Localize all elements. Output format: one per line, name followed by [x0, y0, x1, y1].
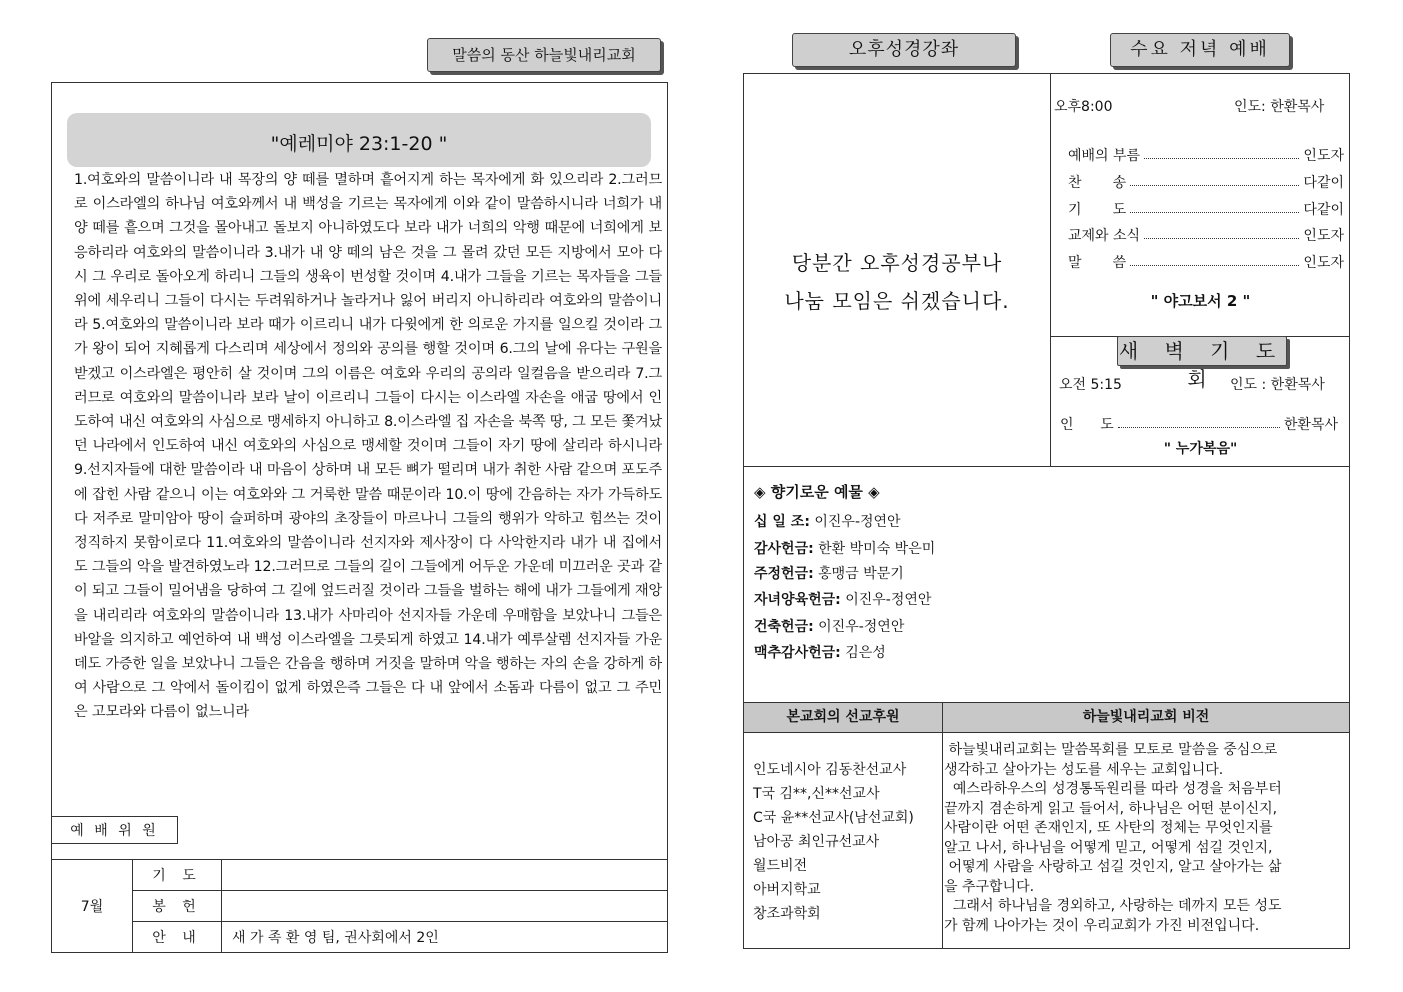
order-item	[1068, 252, 1344, 272]
dot-leader	[1144, 158, 1299, 159]
offering-names: 한환 박미숙 박은미	[813, 541, 936, 557]
offering-item	[754, 589, 931, 609]
offering-item	[754, 538, 935, 558]
order-item	[1068, 145, 1344, 165]
order-who: 다같이	[1303, 175, 1344, 191]
wednesday-time: 오후8:00	[1054, 99, 1113, 115]
vision-line: 하늘빛내리교회는 말씀목회를 모토로 말씀을 중심으로	[944, 742, 1278, 758]
order-label: 말 씀	[1068, 255, 1127, 271]
dot-leader	[1118, 427, 1280, 428]
offering-item	[754, 642, 886, 662]
vision-line: 생각하고 살아가는 성도를 세우는 교회입니다.	[944, 761, 1224, 778]
duty-role: 기 도	[133, 860, 222, 891]
worship-committee-label: 예 배 위 원	[51, 816, 178, 844]
dot-leader	[1130, 265, 1299, 266]
list-item: 남아공 최인규선교사	[753, 834, 880, 850]
dawn-time: 오전 5:15	[1059, 377, 1122, 393]
church-vision-text	[944, 741, 1346, 936]
dawn-leader: 인도 : 한환목사	[1230, 377, 1325, 393]
divider	[942, 733, 943, 949]
list-item: 월드비전	[753, 858, 808, 874]
vision-line: 예스라하우스의 성경통독원리를 따라 성경을 처음부터	[944, 781, 1282, 797]
duty-role: 봉 헌	[133, 891, 222, 922]
table-row	[52, 891, 668, 922]
duty-month: 7월	[52, 860, 133, 953]
duty-role: 안 내	[133, 922, 222, 953]
order-item	[1068, 172, 1344, 192]
offering-names: 이진우-정연안	[813, 619, 905, 635]
mission-list	[753, 758, 914, 926]
offering-label: 감사헌금:	[754, 541, 814, 557]
offering-names: 이진우-정연안	[840, 592, 932, 608]
dawn-prayer-title: 새 벽 기 도 회	[1117, 336, 1287, 366]
order-item	[1068, 225, 1344, 245]
offering-names: 김은성	[840, 645, 886, 661]
dot-leader	[1130, 185, 1299, 186]
wednesday-sermon-title: " 야고보서 2 "	[1150, 292, 1251, 310]
offering-item	[754, 511, 901, 531]
offering-label: 맥추감사헌금:	[754, 645, 841, 661]
offering-label: 십 일 조:	[754, 514, 810, 530]
list-item: T국 김**,신**선교사	[753, 786, 880, 802]
offering-label: 주정헌금:	[754, 566, 814, 582]
order-who: 한환목사	[1283, 417, 1338, 433]
vision-line: 그래서 하나님을 경외하고, 사랑하는 데까지 모든 성도	[944, 898, 1282, 914]
order-label: 기 도	[1068, 202, 1127, 218]
church-name-tag: 말씀의 동산 하늘빛내리교회	[427, 38, 661, 72]
list-item: 아버지학교	[753, 882, 821, 898]
list-item: 인도네시아 김동찬선교사	[753, 762, 907, 778]
wednesday-service-title: 수요 저녁 예배	[1110, 33, 1290, 67]
offering-label: 자녀양육헌금:	[754, 592, 841, 608]
afternoon-notice	[744, 244, 1050, 320]
offerings-title: ◈ 향기로운 예물 ◈	[754, 483, 880, 501]
table-row	[52, 922, 668, 953]
offering-label: 건축헌금:	[754, 619, 814, 635]
offering-item	[754, 616, 904, 636]
mission-support-header: 본교회의 선교후원	[743, 702, 943, 733]
afternoon-bible-class-title: 오후성경강좌	[792, 33, 1016, 67]
dot-leader	[1144, 238, 1299, 239]
duty-value	[222, 891, 668, 922]
offering-item	[754, 563, 904, 583]
vision-line: 끝까지 겸손하게 읽고 들어서, 하나님은 어떤 분이신지,	[944, 800, 1278, 817]
wednesday-leader: 인도: 한환목사	[1234, 99, 1325, 115]
divider	[1050, 73, 1051, 466]
offering-names: 이진우-정연안	[809, 514, 901, 530]
order-label: 교제와 소식	[1068, 228, 1141, 244]
divider	[743, 466, 1350, 467]
order-who: 다같이	[1303, 202, 1344, 218]
vision-line: 알고 나서, 하나님을 어떻게 믿고, 어떻게 섬길 것인지,	[944, 839, 1273, 856]
church-vision-header: 하늘빛내리교회 비전	[942, 702, 1350, 733]
notice-line: 나눔 모임은 쉬겠습니다.	[784, 289, 1010, 313]
order-who: 인도자	[1303, 148, 1344, 164]
order-who: 인도자	[1303, 228, 1344, 244]
vision-line: 어떻게 사람을 사랑하고 섬길 것인지, 알고 살아가는 삶	[944, 859, 1282, 875]
notice-line: 당분간 오후성경공부나	[791, 251, 1003, 275]
vision-line: 가 함께 나아가는 것이 우리교회가 가진 비전입니다.	[944, 917, 1260, 934]
table-row	[52, 860, 668, 891]
passage-title: "예레미야 23:1-20 "	[67, 113, 651, 167]
list-item: C국 윤**선교사(남선교회)	[753, 810, 914, 826]
order-label: 찬 송	[1068, 175, 1127, 191]
duty-value: 새 가 족 환 영 팀, 권사회에서 2인	[222, 922, 668, 953]
offering-names: 홍맹금 박문기	[813, 566, 904, 582]
order-label: 예배의 부름	[1068, 148, 1141, 164]
duty-table	[51, 859, 668, 953]
dawn-lead-item	[1060, 414, 1338, 434]
dot-leader	[1130, 212, 1299, 213]
duty-value	[222, 860, 668, 891]
order-label: 인 도	[1060, 417, 1114, 433]
vision-line: 을 추구합니다.	[944, 878, 1035, 895]
dawn-sermon-title: " 누가복음"	[1163, 441, 1238, 457]
scripture-text: 1.여호와의 말씀이니라 내 목장의 양 떼를 멸하며 흩어지게 하는 목자에게 화 있으리라 2.그러므로 이스라엘의 하나님 여호와께서 내 백성을 기르는 목자에게 이와 같이 말씀하시니라 너희가 내 양 떼를 흩으며 그것을 몰아내고 돌보지 아니하였도다 보라 내가 너희의 악행 때문에 너희에게 보응하리라 여호와의 말씀이니라 3.내가 내 양 떼의 남은 것을 그 몰려 갔던 모든 지방에서 모아 다시 그 우리로 돌아오게 하리니 그들의 생육이 번성할 것이며 4.내가 그들을 기르는 목자들을 그들 위에 세우리니 그들이 다시는 두려워하거나 놀라거나 잃어 버리지 아니하리라 여호와의 말씀이니라 5.여호와의 말씀이니라 보라 때가 이르리니 내가 다윗에게 한 의로운 가지를 일으킬 것이라 그가 왕이 되어 지혜롭게 다스리며 세상에서 정의와 공의를 행할 것이며 6.그의 날에 유다는 구원을 받겠고 이스라엘은 평안히 살 것이며 그의 이름은 여호와 우리의 공의라 일컬음을 받으리라 7.그러므로 여호와의 말씀이니라 보라 날이 이르리니 그들이 다시는 이스라엘 자손을 애굽 땅에서 인도하여 내신 여호와의 사심으로 맹세하지 아니하고 8.이스라엘 집 자손을 북쪽 땅, 그 모든 쫓겨났던 나라에서 인도하여 내신 여호와의 사심으로 맹세할 것이며 그들이 자기 땅에 살리라 하시니라 9.선지자들에 대한 말씀이라 내 마음이 상하며 내 모든 뼈가 떨리며 내가 취한 사람 같으며 포도주에 잡힌 사람 같으니 이는 여호와와 그 거룩한 말씀 때문이라 10.이 땅에 간음하는 자가 가득하도다 저주로 말미암아 땅이 슬퍼하며 광야의 초장들이 마르나니 그들의 행위가 악하고 힘쓰는 것이 정직하지 못함이로다 11.여호와의 말씀이니라 선지자와 제사장이 다 사악한지라 내가 내 집에서도 그들의 악을 발견하였노라 12.그러므로 그들의 길이 그들에게 어두운 가운데 미끄러운 곳과 같이 되고 그들이 밀어냄을 당하여 그 길에 엎드러질 것이라 그들을 벌하는 해에 내가 그들에게 재앙을 내리리라 여호와의 말씀이니라 13.내가 사마리아 선지자들 가운데 우매함을 보았나니 그들은 바알을 의지하고 예언하여 내 백성 이스라엘을 그릇되게 하였고 14.내가 예루살렘 선지자들 가운데도 가증한 일을 보았나니 그들은 간음을 행하며 거짓을 말하며 악을 행하는 자의 손을 강하게 하여 사람으로 그 악에서 돌이킴이 없게 하였은즉 그들은 다 내 앞에서 소돔과 다름이 없고 그 주민은 고모라와 다름이 없느니라	[74, 172, 662, 721]
order-item	[1068, 199, 1344, 219]
order-who: 인도자	[1303, 255, 1344, 271]
list-item: 창조과학회	[753, 906, 821, 922]
vision-line: 사람이란 어떤 존재인지, 또 사탄의 정체는 무엇인지를	[944, 820, 1273, 836]
